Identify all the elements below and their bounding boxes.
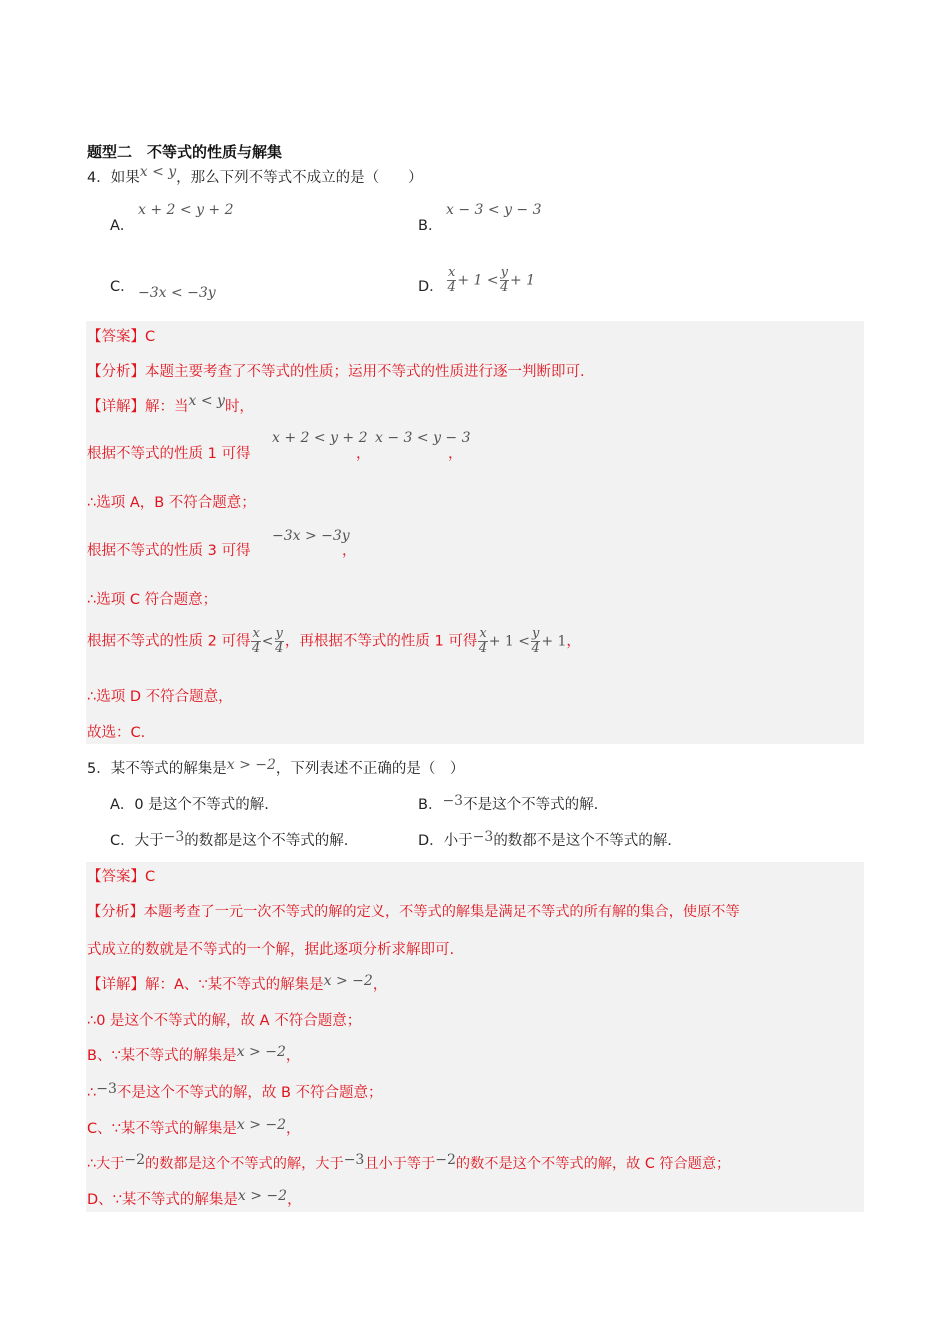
q5-detail-line5-math: x > −2 [236, 1117, 287, 1133]
q4-line5-frac2-num: y [275, 626, 283, 641]
q4-option-c-math: −3x < −3y [138, 285, 216, 301]
q5-detail-line3-prefix: B、∵某不等式的解集是 [87, 1048, 237, 1064]
q5-option-c [110, 831, 348, 851]
q4-answer-box [86, 321, 864, 744]
q5-option-d [418, 831, 672, 851]
q5-stem-prefix: 5．某不等式的解集是 [87, 761, 227, 777]
q4-line1-comma2: ， [448, 446, 463, 462]
q5-option-a: A．0 是这个不等式的解. [110, 797, 269, 813]
q4-line1-math2: x − 3 < y − 3 [375, 430, 471, 446]
q5-detail-line2: ∴0 是这个不等式的解，故 A 不符合题意； [87, 1013, 362, 1029]
q4-line2: ∴选项 A，B 不符合题意； [87, 495, 256, 511]
q4-d-frac2-num: y [500, 265, 508, 280]
q4-detail-intro [87, 393, 254, 417]
q4-d-frac2-den: 4 [500, 280, 509, 295]
q4-line5-lt: < [261, 633, 274, 650]
q4-option-a-math: x + 2 < y + 2 [138, 202, 234, 218]
q4-d-mid: + 1 < [457, 272, 499, 289]
q4-option-d-label: D． [418, 279, 444, 295]
q5-option-d-math: −3 [472, 829, 494, 845]
q5-detail-line4-text: 不是这个不等式的解，故 B 不符合题意； [116, 1085, 383, 1101]
q4-analysis: 【分析】本题主要考查了不等式的性质；运用不等式的性质进行逐一判断即可. [87, 364, 585, 380]
q5-option-c-math: −3 [163, 829, 185, 845]
q4-line7: 故选：C. [87, 725, 146, 741]
q5-option-b-text: 不是这个不等式的解. [463, 797, 599, 813]
q4-answer: 【答案】C [87, 329, 156, 345]
q5-detail-line7 [87, 1190, 302, 1210]
q4-line5-p1: + 1 < [488, 633, 530, 650]
q5-detail-line6-d: 的数不是这个不等式的解，故 C 符合题意； [455, 1156, 731, 1172]
q5-detail-line6-a: ∴大于 [87, 1156, 125, 1172]
q4-line6: ∴选项 D 不符合题意， [87, 689, 233, 705]
q4-option-a-label: A． [110, 218, 135, 234]
q4-line5-text: 根据不等式的性质 2 可得 [87, 633, 251, 650]
q5-option-d-label: D．小于 [418, 833, 473, 849]
q5-detail-line6-m2: −3 [343, 1152, 365, 1168]
q4-line5-p2: + 1 [541, 633, 567, 650]
q4-option-b-math: x − 3 < y − 3 [446, 202, 542, 218]
q4-d-tail: + 1 [509, 272, 536, 289]
q5-option-b-label: B． [418, 797, 443, 813]
q4-line3-comma: ， [342, 543, 357, 559]
q5-detail-line6-b: 的数都是这个不等式的解，大于 [145, 1156, 344, 1172]
q5-detail-comma: ， [372, 977, 388, 993]
q4-stem-suffix: ，那么下列不等式不成立的是（ ） [176, 170, 423, 186]
q4-line4: ∴选项 C 符合题意； [87, 592, 218, 608]
q4-detail-math: x < y [188, 393, 225, 409]
q5-detail-line4 [87, 1083, 383, 1103]
q5-detail-line6-c: 且小于等于 [364, 1156, 436, 1172]
q5-analysis-line2: 式成立的数就是不等式的一个解，据此逐项分析求解即可. [87, 942, 455, 958]
q5-stem-suffix: ，下列表述不正确的是（ ） [275, 761, 465, 777]
q5-detail-line7-math: x > −2 [237, 1188, 288, 1204]
q4-line3-text: 根据不等式的性质 3 可得 [87, 543, 251, 559]
q4-line5 [87, 627, 581, 656]
q5-option-c-label: C．大于 [110, 833, 164, 849]
q5-analysis-line1: 【分析】本题考查了一元一次不等式的解的定义，不等式的解集是满足不等式的所有解的集合，使原不等 [87, 904, 740, 920]
q4-line5-frac2-den: 4 [275, 641, 284, 656]
q4-d-frac1-num: x [448, 265, 456, 280]
q5-option-d-text: 的数都不是这个不等式的解. [493, 833, 672, 849]
q4-line5-frac4-num: y [531, 626, 540, 641]
q4-line1-math1: x + 2 < y + 2 [272, 430, 368, 446]
q4-line1-comma1: ， [356, 446, 371, 462]
q5-detail-prefix: 【详解】解：A、∵某不等式的解集是 [87, 977, 324, 993]
q4-line1-text: 根据不等式的性质 1 可得 [87, 446, 251, 462]
section-title: 题型二 不等式的性质与解集 [87, 143, 283, 161]
q4-stem-math: x < y [139, 164, 177, 180]
q4-line5-mid: ，再根据不等式的性质 1 可得 [284, 633, 478, 650]
q5-option-c-text: 的数都是这个不等式的解. [184, 833, 349, 849]
q5-detail-line5-comma: ， [286, 1121, 301, 1137]
q4-option-c-label: C． [110, 279, 135, 295]
q4-line5-frac4-den: 4 [531, 641, 540, 656]
q5-detail-line6-m3: −2 [435, 1152, 456, 1168]
q4-stem-prefix: 4．如果 [87, 170, 140, 186]
q5-detail-line3-math: x > −2 [236, 1044, 286, 1060]
q4-line5-frac3-num: x [479, 626, 487, 641]
q4-line5-frac1-den: 4 [251, 641, 261, 656]
q4-line5-frac3-den: 4 [478, 641, 488, 656]
q5-detail-line6-m1: −2 [124, 1152, 146, 1168]
q5-detail-math: x > −2 [323, 973, 373, 989]
q5-option-b [418, 795, 598, 815]
q4-stem [87, 164, 423, 188]
q5-detail-line5 [87, 1119, 301, 1139]
q4-option-d-math [446, 266, 535, 295]
q4-option-b-label: B． [418, 218, 443, 234]
q5-option-b-math: −3 [442, 793, 464, 809]
q5-detail-line4-prefix: ∴ [87, 1085, 97, 1101]
q4-line3-math: −3x > −3y [272, 528, 350, 544]
q4-detail-suffix: 时， [224, 399, 254, 415]
q5-stem [87, 759, 464, 779]
q5-detail-line5-prefix: C、∵某不等式的解集是 [87, 1121, 237, 1137]
q5-stem-math: x > −2 [226, 757, 276, 773]
q5-detail-line7-comma: ， [287, 1192, 302, 1208]
q4-detail-prefix: 【详解】解：当 [87, 399, 189, 415]
q5-answer: 【答案】C [87, 869, 156, 885]
q5-detail-line6 [87, 1154, 730, 1174]
q5-detail-line3-comma: ， [285, 1048, 301, 1064]
q4-line5-frac1-num: x [252, 626, 260, 641]
q5-detail-line7-prefix: D、∵某不等式的解集是 [87, 1192, 238, 1208]
q5-detail-line4-math: −3 [96, 1081, 117, 1097]
q4-line5-comma: ， [566, 633, 581, 650]
q5-detail-line1 [87, 975, 387, 995]
q4-d-frac1-den: 4 [447, 280, 456, 295]
q5-detail-line3 [87, 1046, 300, 1066]
